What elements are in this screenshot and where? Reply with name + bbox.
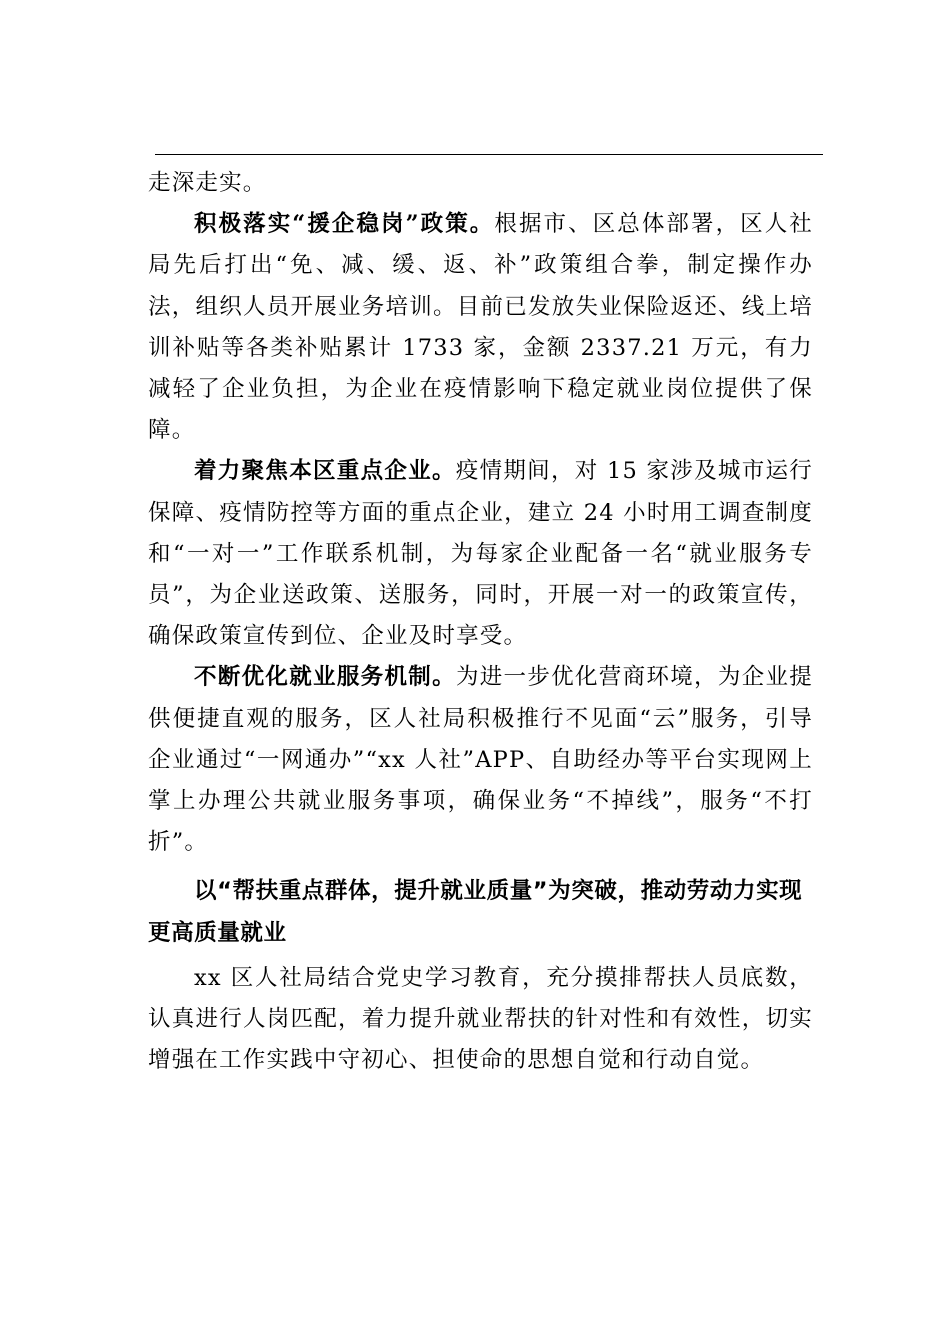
paragraph-service-mechanism-body: 为进一步优化营商环境，为企业提供便捷直观的服务，区人社局积极推行不见面“云”服务，引导企业通过“一网通办”“xx 人社”APP、自助经办等平台实现网上掌上办理公共就业服务事项，确保业务“不掉线”，服务“不打折”。 xyxy=(148,664,813,856)
paragraph-policy-lead: 积极落实“援企稳岗”政策。 xyxy=(194,211,495,238)
section-heading: 以“帮扶重点群体，提升就业质量”为突破，推动劳动力实现更高质量就业 xyxy=(148,878,803,946)
paragraph-key-enterprises-lead: 着力聚焦本区重点企业。 xyxy=(194,458,456,485)
paragraph-key-enterprises xyxy=(148,451,813,657)
paragraph-policy-body: 根据市、区总体部署，区人社局先后打出“免、减、缓、返、补”政策组合拳，制定操作办法，组织人员开展业务培训。目前已发放失业保险返还、线上培训补贴等各类补贴累计 1733 家，金额 2337.21 万元，有力减轻了企业负担，为企业在疫情影响下稳定就业岗位提供了保障。 xyxy=(148,211,814,444)
document-body xyxy=(148,163,813,1081)
closing-paragraph: xx 区人社局结合党史学习教育，充分摸排帮扶人员底数，认真进行人岗匹配，着力提升就业帮扶的针对性和有效性，切实增强在工作实践中守初心、担使命的思想自觉和行动自觉。 xyxy=(148,964,813,1074)
intro-fragment: 走深走实。 xyxy=(148,170,267,196)
paragraph-policy xyxy=(148,204,813,451)
paragraph-key-enterprises-body: 疫情期间，对 15 家涉及城市运行保障、疫情防控等方面的重点企业，建立 24 小时用工调查制度和“一对一”工作联系机制，为每家企业配备一名“就业服务专员”，为企业送政策、送服务，同时，开展一对一的政策宣传，确保政策宣传到位、企业及时享受。 xyxy=(148,458,813,650)
paragraph-service-mechanism xyxy=(148,657,813,863)
header-rule xyxy=(155,154,823,155)
paragraph-service-mechanism-lead: 不断优化就业服务机制。 xyxy=(194,664,456,691)
